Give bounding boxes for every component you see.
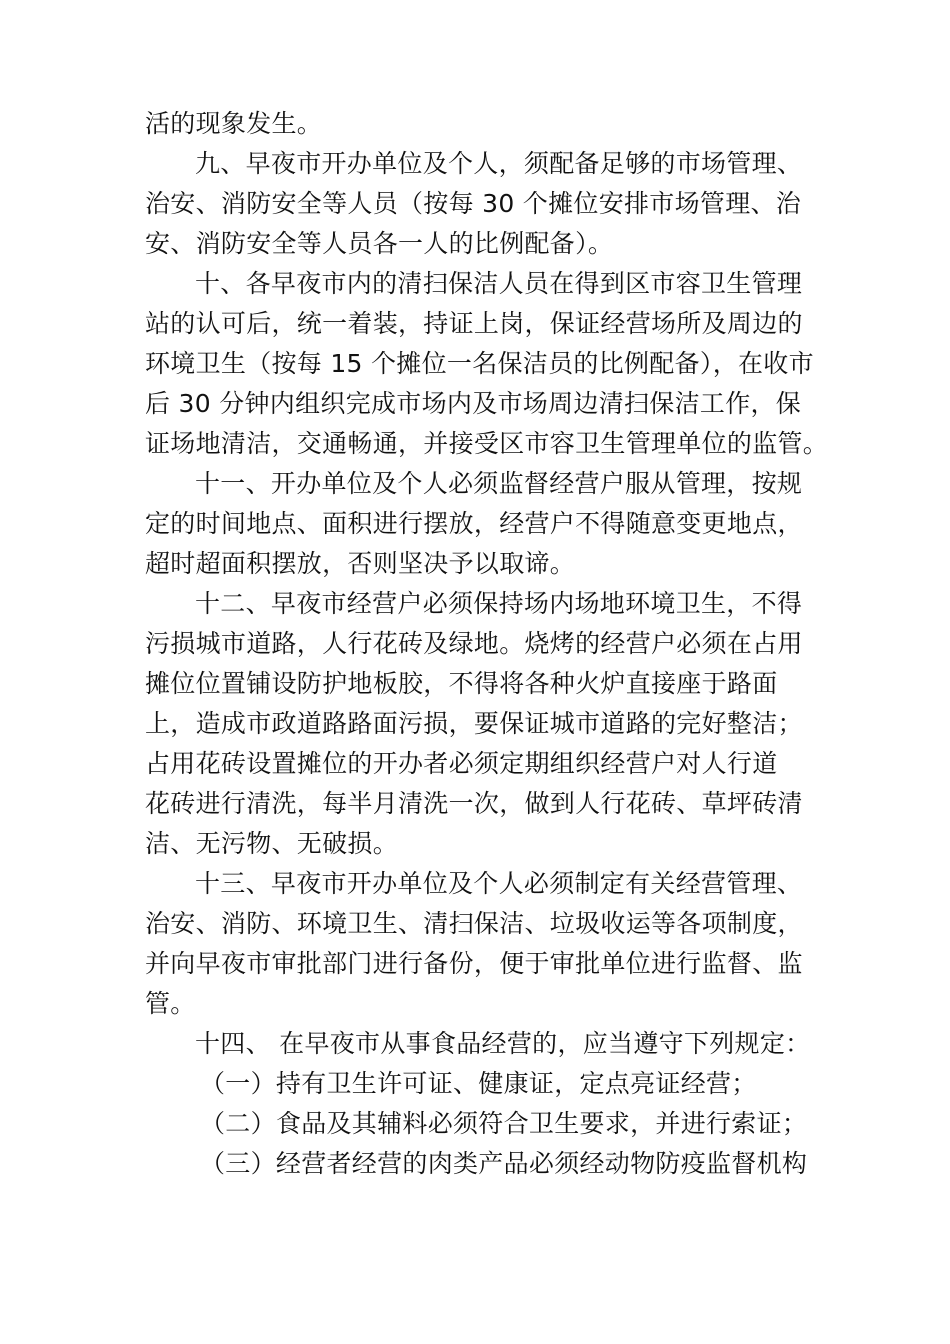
text-line: 摊位位置铺设防护地板胶，不得将各种火炉直接座于路面 <box>145 669 778 698</box>
text-line: 占用花砖设置摊位的开办者必须定期组织经营户对人行道 <box>145 749 778 778</box>
document-body <box>145 104 845 1184</box>
paragraph-11-start: 十一、开办单位及个人必须监督经营户服从管理，按规 <box>195 469 803 498</box>
text-line: 后 30 分钟内组织完成市场内及市场周边清扫保洁工作，保 <box>145 389 802 418</box>
text-line: 活的现象发生。 <box>145 109 323 138</box>
text-line: 环境卫生（按每 15 个摊位一名保洁员的比例配备），在收市 <box>145 349 814 378</box>
text-line: 上，造成市政道路路面污损，要保证城市道路的完好整洁； <box>145 709 803 738</box>
text-line: 安、消防安全等人员各一人的比例配备）。 <box>145 229 614 258</box>
list-item: （三）经营者经营的肉类产品必须经动物防疫监督机构 <box>200 1149 808 1178</box>
text-line: 治安、消防安全等人员（按每 30 个摊位安排市场管理、治 <box>145 189 802 218</box>
paragraph-14-start: 十四、 在早夜市从事食品经营的，应当遵守下列规定： <box>195 1029 811 1058</box>
text-line: 站的认可后，统一着装，持证上岗，保证经营场所及周边的 <box>145 309 803 338</box>
text-line: 污损城市道路，人行花砖及绿地。烧烤的经营户必须在占用 <box>145 629 803 658</box>
text-line: 管。 <box>145 989 196 1018</box>
list-item: （一）持有卫生许可证、健康证，定点亮证经营； <box>200 1069 757 1098</box>
text-line: 治安、消防、环境卫生、清扫保洁、垃圾收运等各项制度， <box>145 909 803 938</box>
list-item: （二）食品及其辅料必须符合卫生要求，并进行索证； <box>200 1109 808 1138</box>
text-line: 花砖进行清洗，每半月清洗一次，做到人行花砖、草坪砖清 <box>145 789 803 818</box>
text-line: 定的时间地点、面积进行摆放，经营户不得随意变更地点， <box>145 509 803 538</box>
paragraph-12-start: 十二、早夜市经营户必须保持场内场地环境卫生，不得 <box>195 589 803 618</box>
paragraph-10-start: 十、各早夜市内的清扫保洁人员在得到区市容卫生管理 <box>195 269 803 298</box>
text-line: 并向早夜市审批部门进行备份，便于审批单位进行监督、监 <box>145 949 803 978</box>
paragraph-9-start: 九、早夜市开办单位及个人，须配备足够的市场管理、 <box>195 149 803 178</box>
text-line: 证场地清洁，交通畅通，并接受区市容卫生管理单位的监管。 <box>145 429 829 458</box>
text-line: 洁、无污物、无破损。 <box>145 829 399 858</box>
text-line: 超时超面积摆放，否则坚决予以取谛。 <box>145 549 576 578</box>
paragraph-13-start: 十三、早夜市开办单位及个人必须制定有关经营管理、 <box>195 869 803 898</box>
